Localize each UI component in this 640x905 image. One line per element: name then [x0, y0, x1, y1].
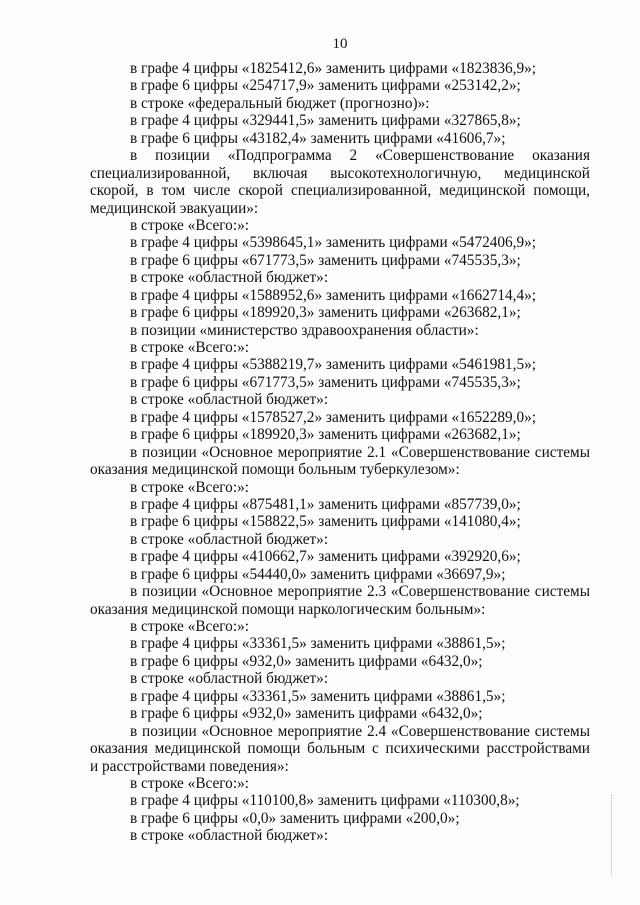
text-line: в строке «областной бюджет»:	[130, 827, 329, 845]
text-line: в графе 6 цифры «189920,3» заменить цифрами «263682,1»;	[130, 426, 521, 444]
text-line: оказания медицинской помощи больным с психическими расстройствами	[90, 740, 590, 758]
text-line: в строке «областной бюджет»:	[130, 530, 329, 548]
text-line: в графе 4 цифры «410662,7» заменить цифрами «392920,6»;	[130, 548, 521, 566]
text-line: в строке «Всего:»:	[130, 339, 249, 356]
text-line: скорой, в том числе скорой специализированной, медицинской помощи,	[90, 182, 590, 200]
text-line: в графе 6 цифры «671773,5» заменить цифрами «745535,3»;	[130, 251, 521, 269]
text-line: в графе 6 цифры «0,0» заменить цифрами «200,0»;	[130, 809, 460, 827]
text-line: в графе 6 цифры «932,0» заменить цифрами «6432,0»;	[130, 652, 483, 670]
text-line: в графе 4 цифры «5398645,1» заменить цифрами «5472406,9»;	[130, 234, 537, 252]
document-body	[90, 60, 590, 845]
text-line: в графе 4 цифры «110100,8» заменить цифрами «110300,8»;	[130, 792, 520, 810]
text-line: в строке «Всего:»:	[130, 216, 249, 234]
text-line: в графе 6 цифры «932,0» заменить цифрами «6432,0»;	[130, 705, 483, 723]
text-line: в графе 4 цифры «329441,5» заменить цифрами «327865,8»;	[130, 112, 521, 130]
text-line: в строке «областной бюджет»:	[130, 670, 329, 688]
text-line: медицинской эвакуации»:	[90, 199, 259, 217]
margin-mark	[611, 795, 616, 875]
text-line: в графе 6 цифры «189920,3» заменить цифрами «263682,1»;	[130, 304, 521, 322]
text-line: в графе 4 цифры «5388219,7» заменить цифрами «5461981,5»;	[130, 356, 537, 374]
text-line: в графе 6 цифры «158822,5» заменить цифрами «141080,4»;	[130, 513, 521, 531]
text-line: в позиции «Основное мероприятие 2.3 «Совершенствование системы	[130, 583, 590, 601]
text-line: в строке «областной бюджет»:	[130, 391, 329, 409]
text-line: в графе 4 цифры «1588952,6» заменить цифрами «1662714,4»;	[130, 286, 537, 304]
text-line: в графе 6 цифры «254717,9» заменить цифрами «253142,2»;	[130, 77, 521, 95]
text-line: оказания медицинской помощи больным туберкулезом»:	[90, 461, 460, 479]
text-line: в позиции «Подпрограмма 2 «Совершенствование оказания	[130, 147, 590, 165]
text-line: в графе 4 цифры «33361,5» заменить цифрами «38861,5»;	[130, 687, 506, 705]
text-line: в графе 4 цифры «875481,1» заменить цифрами «857739,0»;	[130, 495, 521, 513]
text-line: в строке «Всего:»:	[130, 618, 249, 635]
text-line: в строке «Всего:»:	[130, 774, 249, 792]
text-line: в графе 4 цифры «1825412,6» заменить цифрами «1823836,9»;	[130, 60, 537, 77]
text-line: специализированной, включая высокотехнологичную, медицинской	[90, 164, 590, 182]
text-line: в позиции «министерство здравоохранения области»:	[130, 321, 479, 339]
text-line: в графе 6 цифры «54440,0» заменить цифрами «36697,9»;	[130, 565, 506, 583]
text-line: в графе 4 цифры «33361,5» заменить цифрами «38861,5»;	[130, 635, 506, 653]
text-line: в графе 6 цифры «671773,5» заменить цифрами «745535,3»;	[130, 373, 521, 391]
text-line: в позиции «Основное мероприятие 2.1 «Совершенствование системы	[130, 443, 590, 461]
text-line: в графе 6 цифры «43182,4» заменить цифрами «41606,7»;	[130, 129, 506, 147]
text-line: и расстройствами поведения»:	[90, 757, 289, 775]
text-line: в строке «федеральный бюджет (прогнозно)»:	[130, 94, 430, 112]
text-line: в строке «областной бюджет»:	[130, 269, 329, 287]
page-number: 10	[332, 36, 348, 52]
text-line: в позиции «Основное мероприятие 2.4 «Совершенствование системы	[130, 722, 590, 740]
text-line: в строке «Всего:»:	[130, 478, 249, 496]
text-line: оказания медицинской помощи наркологическим больным»:	[90, 600, 486, 618]
text-line: в графе 4 цифры «1578527,2» заменить цифрами «1652289,0»;	[130, 408, 537, 426]
